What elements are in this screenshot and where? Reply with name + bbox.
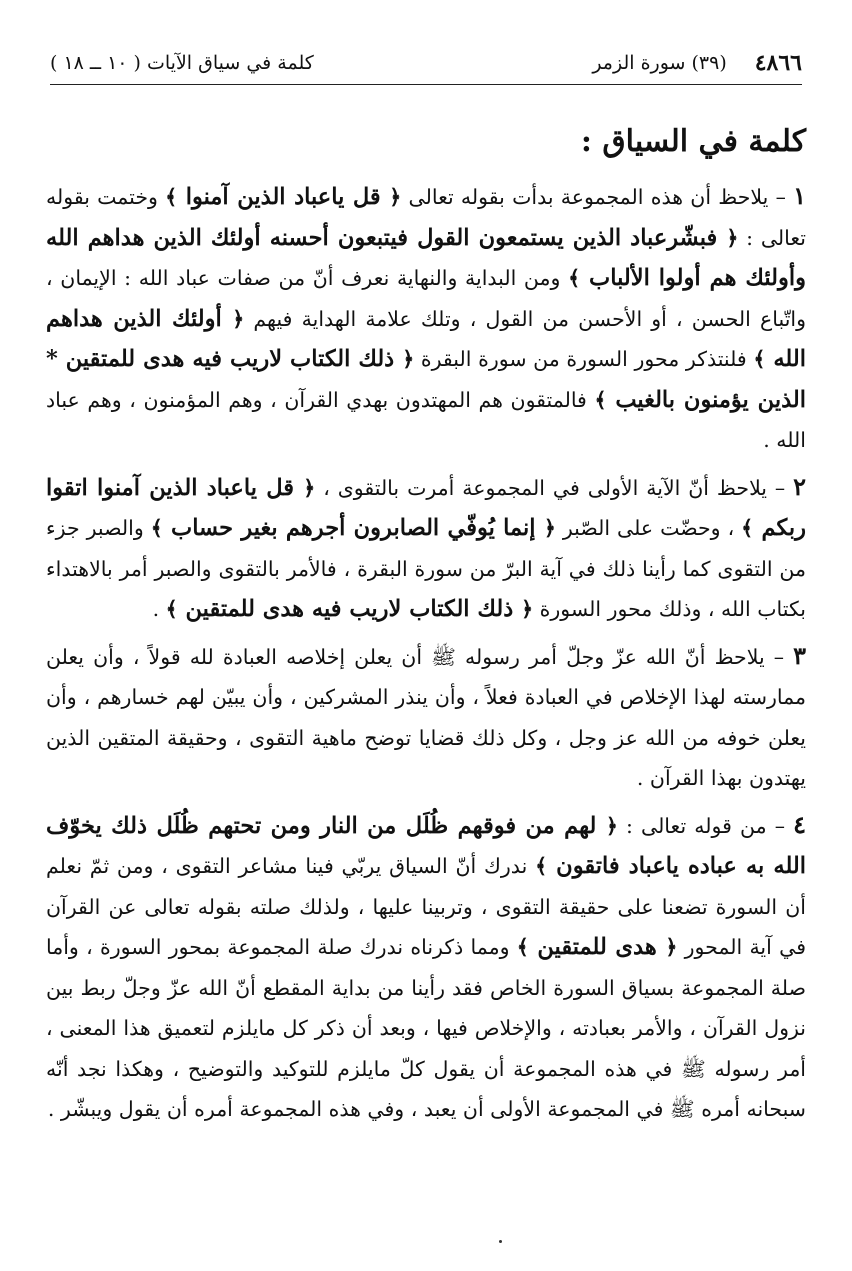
quran-bracket-open: ﴿ [402,347,415,371]
quran-bracket-open: ﴿ [543,516,556,540]
quran-bracket-close: ﴾ [741,516,754,540]
paragraph-text: فلنتذكر محور السورة من سورة البقرة [414,347,754,371]
paragraph-number: ٢ [793,471,806,501]
quran-bracket-close: ﴾ [150,516,163,540]
quran-quote: لهم من فوقهم ظُلَل من النار ومن تحتهم ظُلَل ذلك يخوّف الله به عباده ياعباد فاتقون [46,812,806,879]
quran-bracket-open: ﴿ [726,225,739,250]
paragraph-number: ٤ [793,809,806,839]
page-number: ٤٨٦٦ [754,50,802,76]
quran-quote: قل ياعباد الذين آمنوا اتقوا ربكم [46,474,806,541]
paragraph-text: . [152,597,166,621]
paragraph-text: ، وحضّت على الصّبر [555,516,742,540]
quran-bracket-close: ﴾ [594,387,607,412]
running-header [50,48,802,78]
paragraph-text: ندرك أنّ السياق يربّي فينا مشاعر التقوى ، ومن ثمّ نعلم أن السورة تضعنا على حقيقة التقوى ، وتربينا عليها ، ولذلك صلته بقوله تعالى عن القرآن في آية المحور [46,854,807,959]
paragraph-3 [46,636,806,799]
page-content [46,118,806,1136]
surah-title: (٣٩) سورة الزمر [592,52,727,74]
quran-bracket-close: ﴾ [753,347,766,371]
paragraph-text: ومما ذكرناه ندرك صلة المجموعة بمحور السورة ، وأما صلة المجموعة بسياق السورة الخاص فقد رأينا من بداية المقطع أنّ الله عزّ وجلّ ربط بين نزول القرآن ، والأمر بعبادته ، والإخلاص فيها ، وبعد أن ذكر كل مايلزم لتعميق هذا المعنى ، أمر رسوله ﷺ في هذه المجموعة أن يقول كلّ مايلزم للتوكيد والتوضيح ، وهكذا نجد أنّه سبحانه أمره ﷺ في المجموعة الأولى أن يعبد ، وفي هذه المجموعة أمره أن يقول ويبشّر . [46,935,806,1121]
paragraph-text: وختمت بقوله تعالى : [46,185,806,250]
paragraph-text: فالمتقون هم المهتدون بهدي القرآن ، وهم المؤمنون ، وهم عباد الله . [46,387,806,452]
header-rule [50,84,802,85]
quran-bracket-close: ﴾ [516,935,529,959]
quran-bracket-open: ﴿ [521,597,534,621]
paragraph-text: – من قوله تعالى : [617,813,794,838]
quran-bracket-open: ﴿ [665,935,678,959]
header-right [592,50,802,76]
quran-quote: هدى للمتقين [528,934,666,960]
quran-quote: ذلك الكتاب لاريب فيه هدى للمتقين * الذين يؤمنون بالغيب [46,346,806,413]
paragraph-text: ومن البداية والنهاية نعرف أنّ من صفات عباد الله : الإيمان ، واتّباع الحسن ، أو الأحسن من القول ، وتلك علامة الهداية فيهم [46,266,806,331]
quran-bracket-close: ﴾ [568,266,581,290]
quran-bracket-open: ﴿ [232,306,245,331]
quran-quote: أولئك الذين هداهم الله [46,305,806,372]
paragraph-text: والصبر جزء من التقوى كما رأينا ذلك في آية البرّ من سورة البقرة ، فالأمر بالتقوى والصبر أمر بالاهتداء بكتاب الله ، وذلك محور السورة [46,516,806,621]
quran-bracket-open: ﴿ [303,475,316,500]
paragraph-2 [46,467,806,630]
paragraph-4 [46,805,806,1130]
page-dot-mark [499,1240,502,1243]
quran-bracket-close: ﴾ [165,597,178,621]
paragraph-1 [46,176,806,461]
quran-bracket-close: ﴾ [535,854,548,878]
paragraph-text: – يلاحظ أنّ الله عزّ وجلّ أمر رسوله ﷺ أن يعلن إخلاصه العبادة لله قولاً ، وأن يعلن ممارسته لهذا الإخلاص في العبادة فعلاً ، وأن ينذر المشركين ، وأن يبيّن لهم خسارهم ، وأن يعلن خوفه من الله عز وجل ، وكل ذلك قضايا توضح ماهية التقوى ، وحقيقة المتقين الذين يهتدون بهذا القرآن . [46,644,806,790]
quran-quote: فبشّرعباد الذين يستمعون القول فيتبعون أحسنه أولئك الذين هداهم الله وأولئك هم أولوا الألباب [46,224,806,291]
quran-bracket-open: ﴿ [605,813,618,838]
paragraph-text: – يلاحظ أن هذه المجموعة بدأت بقوله تعالى [401,185,794,209]
section-heading: كلمة في السياق : [580,124,806,159]
paragraph-number: ١ [793,181,806,210]
quran-bracket-open: ﴿ [389,185,402,209]
section-title: كلمة في سياق الآيات ( ١٠ ــ ١٨ ) [50,52,314,74]
quran-quote: ذلك الكتاب لاريب فيه هدى للمتقين [177,596,522,622]
quran-quote: إنما يُوفّي الصابرون أجرهم بغير حساب [162,515,544,541]
quran-bracket-close: ﴾ [165,185,178,209]
paragraph-number: ٣ [793,640,806,670]
quran-quote: قل ياعباد الذين آمنوا [177,184,390,210]
paragraph-text: – يلاحظ أنّ الآية الأولى في المجموعة أمرت بالتقوى ، [315,475,794,500]
